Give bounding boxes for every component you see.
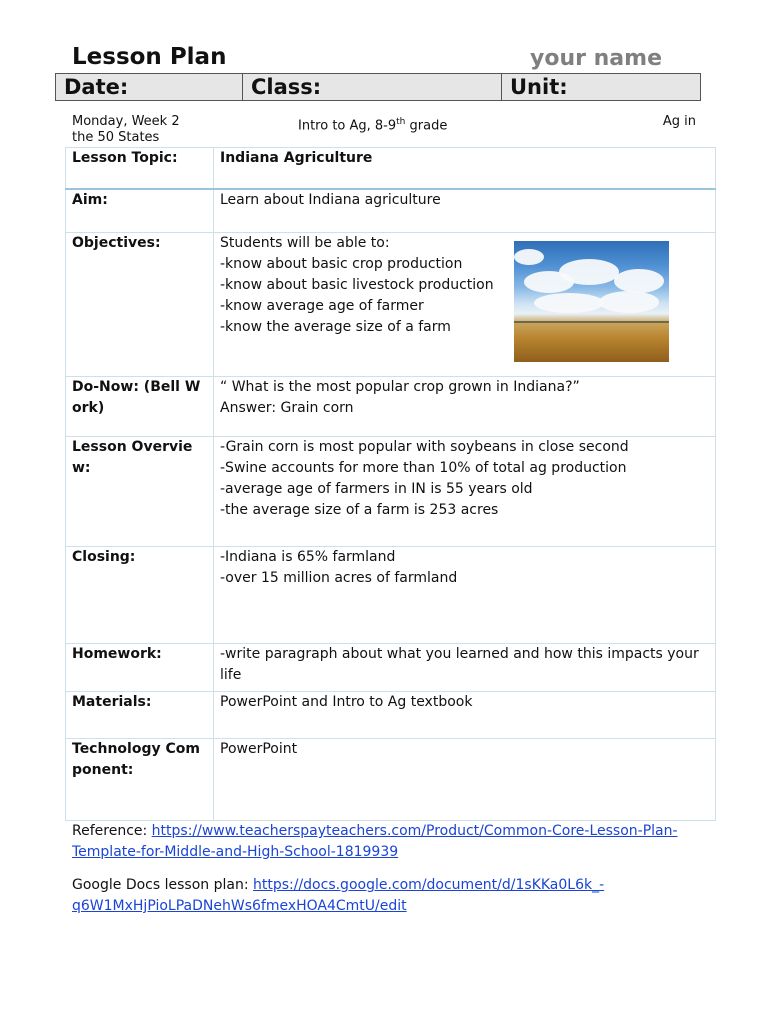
horizon-line bbox=[514, 321, 669, 323]
title-row bbox=[72, 44, 662, 74]
references-section bbox=[72, 821, 702, 929]
class-label: Class: bbox=[243, 74, 502, 100]
date-value-block bbox=[72, 114, 202, 146]
materials-label: Materials: bbox=[66, 692, 214, 739]
class-value-sup: th bbox=[396, 117, 406, 127]
cloud bbox=[559, 259, 619, 285]
wheat-field-photo bbox=[514, 241, 669, 362]
table-row-closing bbox=[66, 547, 716, 644]
unit-label: Unit: bbox=[510, 75, 568, 99]
class-value-suffix: grade bbox=[405, 118, 448, 134]
lesson-plan-table bbox=[65, 147, 716, 821]
table-row-technology bbox=[66, 739, 716, 821]
unit-value: Ag in bbox=[662, 114, 696, 129]
materials-value: PowerPoint and Intro to Ag textbook bbox=[214, 692, 716, 739]
cloud bbox=[534, 293, 604, 313]
your-name-placeholder: your name bbox=[530, 46, 662, 71]
closing-label: Closing: bbox=[66, 547, 214, 644]
class-value-prefix: Intro to Ag, 8-9 bbox=[298, 118, 397, 134]
docs-link[interactable]: https://docs.google.com/document/d/1sKKa0L6k_-q6W1MxHjPioLPaDNehWs6fmexHOA4CmtU/edit bbox=[72, 877, 605, 914]
cloud bbox=[599, 291, 659, 313]
objectives-cell bbox=[214, 233, 716, 377]
unit-value-overflow: the 50 States bbox=[72, 130, 160, 145]
closing-value: -Indiana is 65% farmland -over 15 million acres of farmland bbox=[214, 547, 716, 644]
overview-label: Lesson Overview: bbox=[66, 437, 214, 547]
table-row-aim bbox=[66, 189, 716, 233]
donow-value: “ What is the most popular crop grown in Indiana?” Answer: Grain corn bbox=[214, 377, 716, 437]
docs-paragraph bbox=[72, 875, 702, 917]
header-bar bbox=[55, 73, 701, 101]
docs-label: Google Docs lesson plan: bbox=[72, 877, 253, 893]
cloud bbox=[514, 249, 544, 265]
table-row-homework bbox=[66, 644, 716, 692]
page-title: Lesson Plan bbox=[72, 44, 227, 70]
reference-link[interactable]: https://www.teacherspayteachers.com/Product/Common-Core-Lesson-Plan-Template-for-Middle-and-High-School-1819939 bbox=[72, 823, 678, 860]
reference-paragraph bbox=[72, 821, 702, 863]
table-row-objectives bbox=[66, 233, 716, 377]
table-row-donow bbox=[66, 377, 716, 437]
table-row-overview bbox=[66, 437, 716, 547]
objectives-value: Students will be able to: -know about basic crop production -know about basic livestock production -know average age of farmer -know the average size of a farm bbox=[220, 235, 494, 335]
date-label: Date: bbox=[56, 74, 243, 100]
technology-label: Technology Component: bbox=[66, 739, 214, 821]
reference-label: Reference: bbox=[72, 823, 152, 839]
topic-value: Indiana Agriculture bbox=[214, 148, 716, 189]
table-row-topic bbox=[66, 148, 716, 189]
technology-value: PowerPoint bbox=[214, 739, 716, 821]
cloud bbox=[614, 269, 664, 293]
objectives-label: Objectives: bbox=[66, 233, 214, 377]
date-value: Monday, Week 2 bbox=[72, 114, 180, 129]
aim-value: Learn about Indiana agriculture bbox=[214, 189, 716, 233]
topic-label: Lesson Topic: bbox=[66, 148, 214, 189]
class-value bbox=[298, 114, 447, 134]
table-row-materials bbox=[66, 692, 716, 739]
aim-label: Aim: bbox=[66, 189, 214, 233]
donow-label: Do-Now: (Bell Work) bbox=[66, 377, 214, 437]
homework-value: -write paragraph about what you learned and how this impacts your life bbox=[214, 644, 716, 692]
info-row bbox=[72, 114, 696, 148]
overview-value: -Grain corn is most popular with soybeans in close second -Swine accounts for more than 10% of total ag production -average age of farmers in IN is 55 years old -the average size of a farm is 253 acres bbox=[214, 437, 716, 547]
homework-label: Homework: bbox=[66, 644, 214, 692]
